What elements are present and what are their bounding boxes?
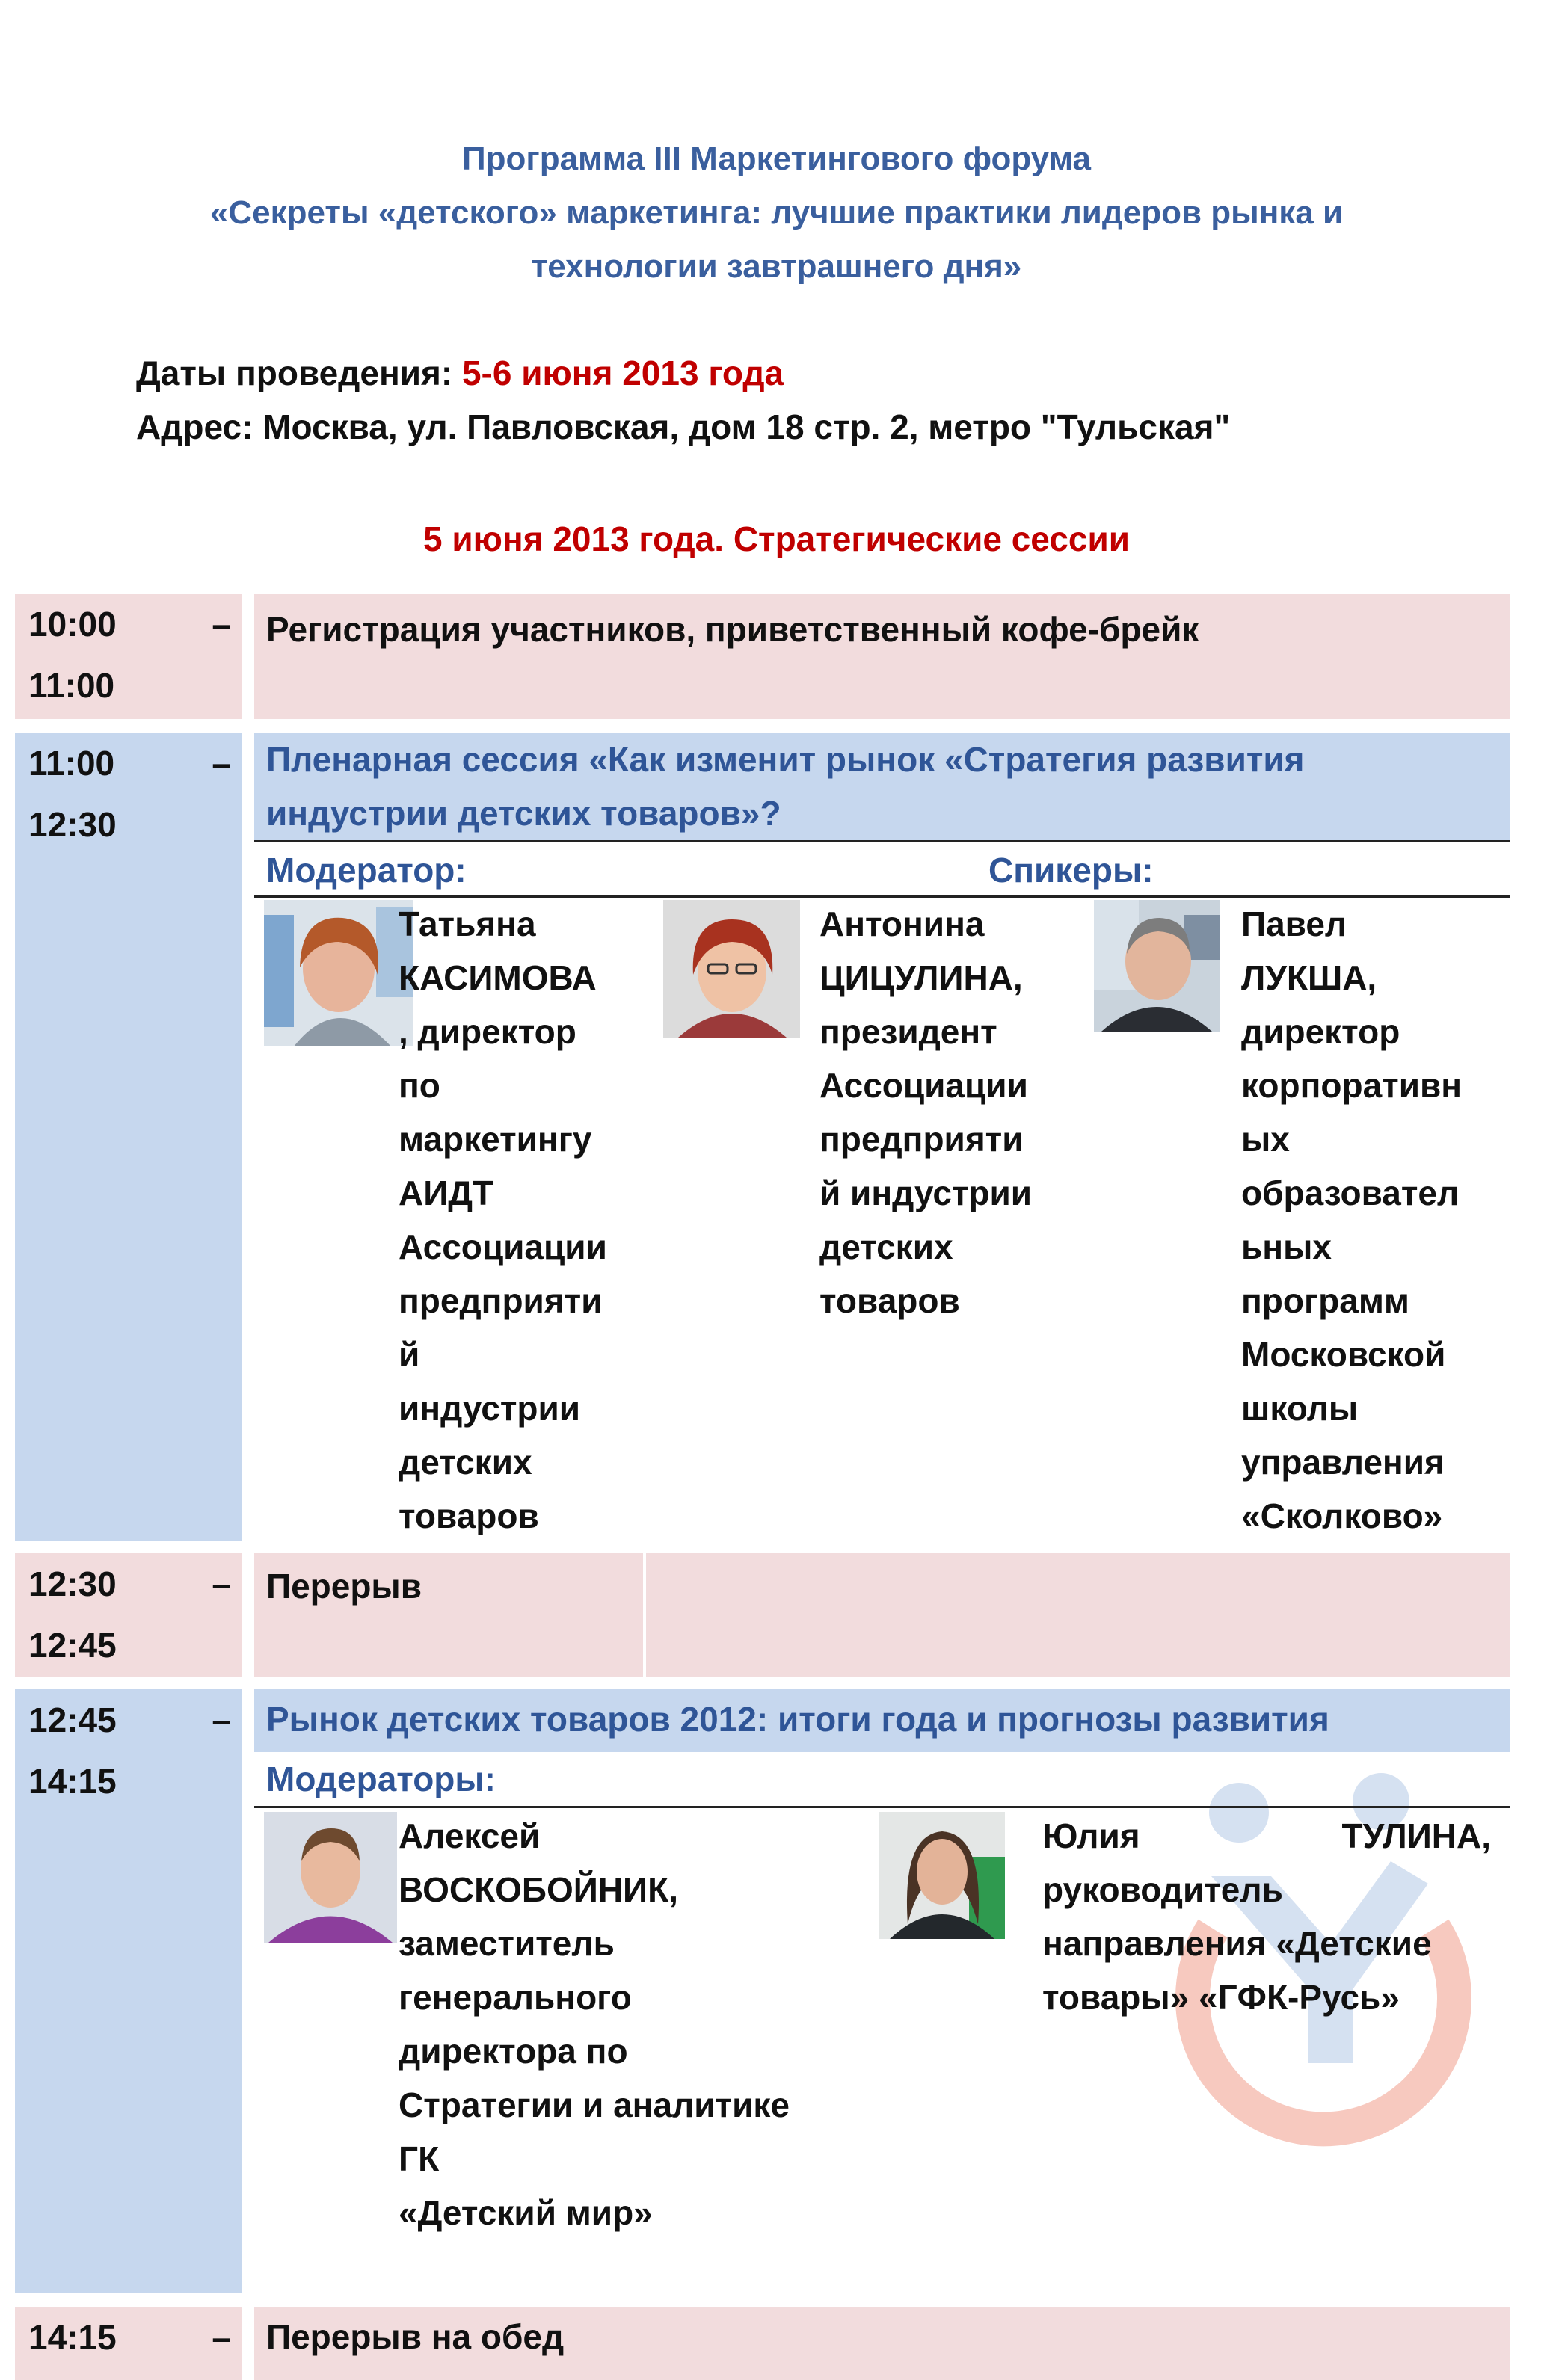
row1-time-end: 11:00 [28,666,115,705]
row3-time-end: 12:45 [28,1626,117,1665]
luksha-line: ЛУКША, [1241,958,1377,997]
tsitsulina-line: товаров [819,1281,960,1320]
kasimova-line: АИДТ [399,1174,494,1212]
row4-time-end: 14:15 [28,1762,117,1801]
tulina-line: товары» «ГФК-Русь» [1042,1978,1400,2017]
luksha-line: Павел [1241,904,1347,943]
row5-time [15,2307,242,2380]
row2-time [15,733,242,1541]
tsitsulina-line: президент [819,1012,997,1051]
kasimova-line: КАСИМОВА [399,958,597,997]
tsitsulina-line: детских [819,1227,953,1266]
kasimova-line: товаров [399,1496,539,1535]
address-line: Адрес: Москва, ул. Павловская, дом 18 стр. 2, метро "Тульская" [136,407,1231,446]
kasimova-line: по [399,1066,440,1105]
row2-dash: – [212,744,231,783]
photo-kasimova [264,900,413,1046]
speakers-label: Спикеры: [988,851,1154,890]
row3-content [254,1553,643,1677]
tulina-line: направления «Детские [1042,1924,1432,1963]
kasimova-line: маркетингу [399,1120,592,1159]
row2-title-line1: Пленарная сессия «Как изменит рынок «Стратегия развития [266,740,1305,779]
voskoboinik-line: ВОСКОБОЙНИК, [399,1870,678,1909]
speaker-tulina [1042,1809,1491,2024]
kasimova-line: Ассоциации [399,1227,607,1266]
program-title-line2: «Секреты «детского» маркетинга: лучшие практики лидеров рынка и [209,194,1344,231]
tulina-last-name: ТУЛИНА, [1341,1816,1491,1855]
voskoboinik-line: директора по [399,2032,628,2071]
row3-text: Перерыв [266,1567,422,1606]
photo-voskoboinik [264,1812,397,1943]
speaker-kasimova [399,897,607,1543]
program-title-line3: технологии завтрашнего дня» [531,248,1022,285]
moderator-label: Модератор: [266,851,467,890]
photo-tsitsulina [663,900,800,1038]
luksha-line: ых [1241,1120,1290,1159]
row4-title: Рынок детских товаров 2012: итоги года и прогнозы развития [266,1700,1329,1739]
kasimova-line: Татьяна [399,904,536,943]
row4-dash: – [212,1701,231,1739]
moderators-label: Модераторы: [266,1760,496,1798]
row5-dash: – [212,2318,231,2357]
voskoboinik-line: Стратегии и аналитике [399,2085,790,2124]
kasimova-line: индустрии [399,1389,581,1428]
luksha-line: школы [1241,1389,1359,1428]
tulina-first-name: Юлия [1042,1816,1140,1855]
photo-tulina [879,1812,1005,1939]
row1-dash: – [212,605,231,644]
luksha-line: программ [1241,1281,1409,1320]
row2-time-start: 11:00 [28,744,115,783]
row1-content [254,594,1510,719]
row1-time [15,594,242,719]
tulina-first-line [1042,1809,1491,1863]
luksha-line: директор [1241,1012,1400,1051]
tsitsulina-line: предприяти [819,1120,1024,1159]
kasimova-line: , директор [399,1012,576,1051]
day-title: 5 июня 2013 года. Стратегические сессии [422,520,1131,558]
row1-text: Регистрация участников, приветственный кофе-брейк [266,610,1199,649]
voskoboinik-line: ГК [399,2139,440,2178]
luksha-line: ьных [1241,1227,1332,1266]
dates-label: Даты проведения: [136,354,462,392]
voskoboinik-line: генерального [399,1978,632,2017]
tsitsulina-line: Антонина [819,904,985,943]
row3-time-start: 12:30 [28,1564,117,1603]
kasimova-line: й [399,1335,420,1374]
row4-time-start: 12:45 [28,1701,117,1739]
row2-divider-1 [254,840,1510,842]
speaker-tsitsulina [819,897,1032,1328]
row4-time [15,1689,242,2293]
luksha-line: «Сколково» [1241,1496,1443,1535]
row3-dash: – [212,1564,231,1603]
dates-value: 5-6 июня 2013 года [461,354,784,392]
row2-time-end: 12:30 [28,805,117,844]
voskoboinik-line: заместитель [399,1924,615,1963]
row4-divider [254,1806,1510,1808]
row5-content [254,2307,1510,2380]
kasimova-line: предприяти [399,1281,603,1320]
speaker-luksha [1241,897,1462,1543]
tsitsulina-line: й индустрии [819,1174,1033,1212]
luksha-line: корпоративн [1241,1066,1463,1105]
tulina-line: руководитель [1042,1870,1283,1909]
row3-empty-cell [646,1553,1510,1677]
tsitsulina-line: ЦИЦУЛИНА, [819,958,1023,997]
row4-title-block [254,1689,1510,1752]
program-title-line1: Программа III Маркетингового форума [461,141,1092,177]
row5-text: Перерыв на обед [266,2317,565,2356]
row2-title-line2: индустрии детских товаров»? [266,794,781,833]
row3-time [15,1553,242,1677]
luksha-line: управления [1241,1443,1445,1482]
tsitsulina-line: Ассоциации [819,1066,1028,1105]
photo-luksha [1094,900,1220,1032]
row1-time-start: 10:00 [28,605,117,644]
voskoboinik-line: «Детский мир» [399,2193,653,2232]
row5-time-start: 14:15 [28,2318,117,2357]
dates-line [136,345,784,401]
row2-title-block [254,733,1510,840]
luksha-line: образовател [1241,1174,1460,1212]
luksha-line: Московской [1241,1335,1446,1374]
voskoboinik-line: Алексей [399,1816,541,1855]
kasimova-line: детских [399,1443,532,1482]
speaker-voskoboinik [399,1809,790,2239]
